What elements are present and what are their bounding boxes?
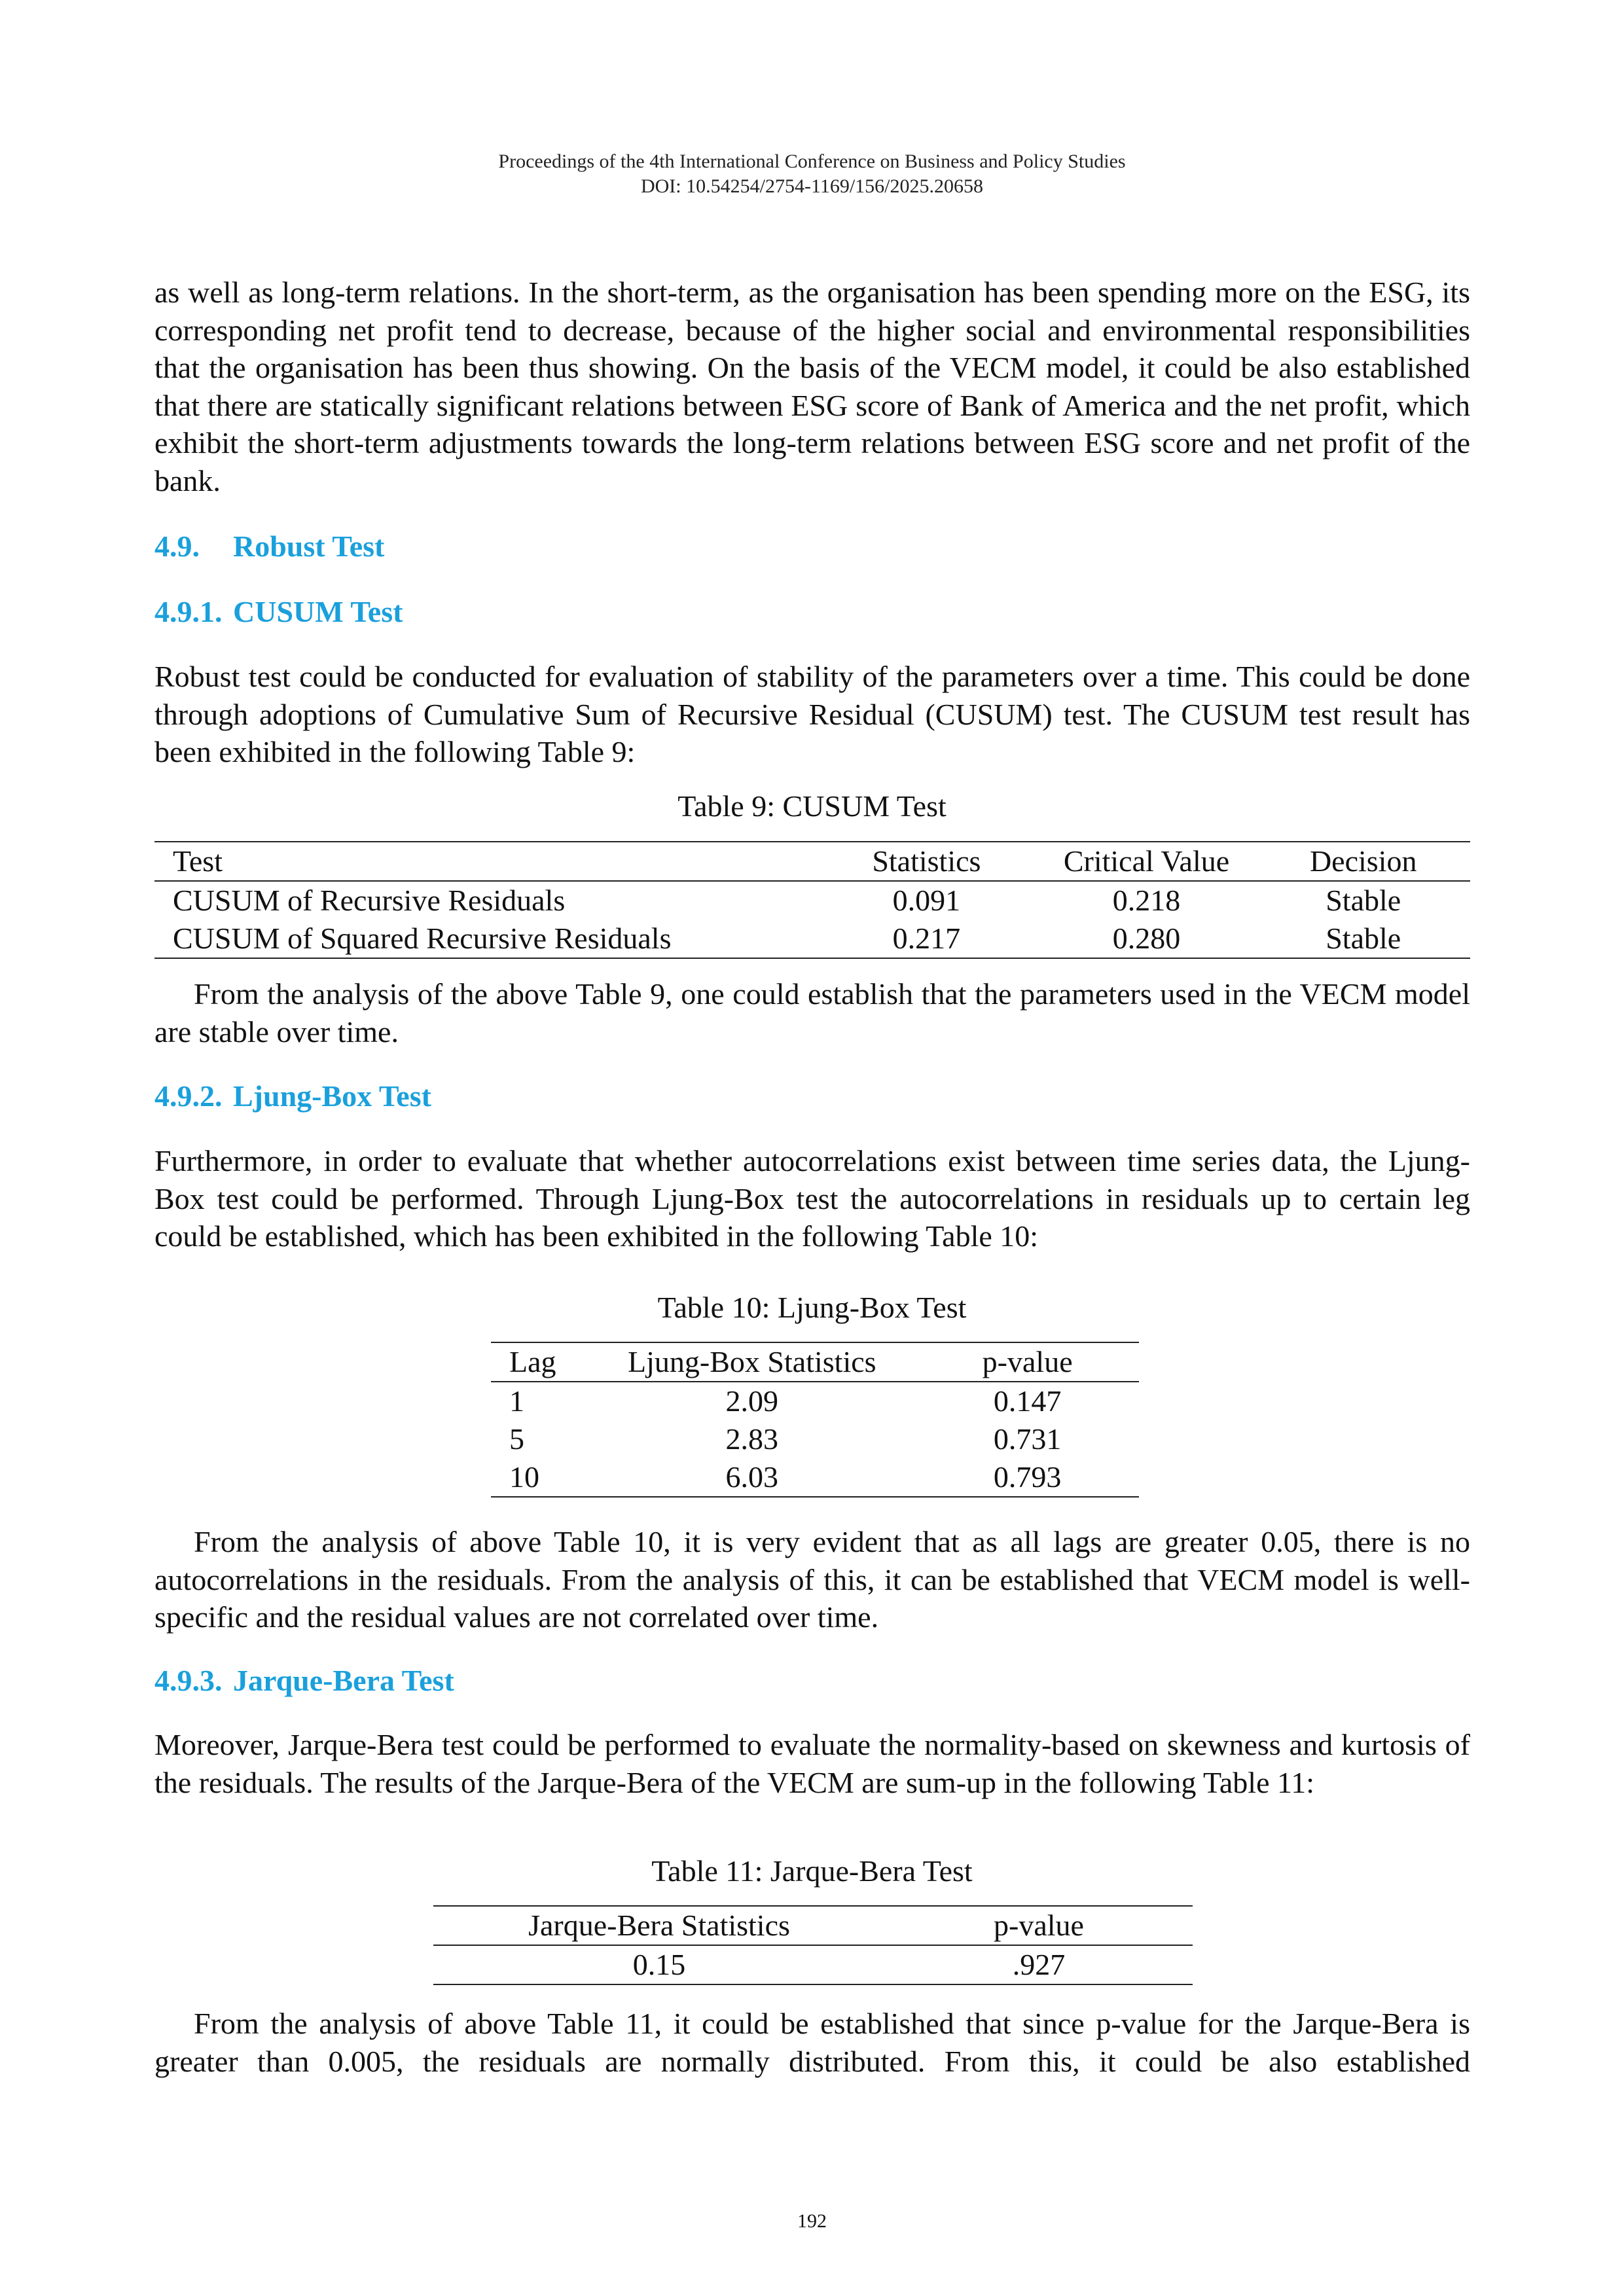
table-row [491,1458,1139,1497]
table9 [154,841,1470,959]
section-title: CUSUM Test [233,595,403,628]
doi: DOI: 10.54254/2754-1169/156/2025.20658 [640,175,984,197]
section-number: 4.9.3. [154,1664,223,1697]
table-row [154,881,1470,920]
after-table10-paragraph: From the analysis of above Table 10, it is very evident that as all lags are greater 0.05, there is no autocorrelations in the residuals. From the analysis of this, it can be established that VECM model is well-specific and the residual values are not correlated over time. [154,1525,1470,1634]
cusum-paragraph-block [154,658,1470,771]
after-table9-paragraph: From the analysis of the above Table 9, one could establish that the parameters used in the VECM model are stable over time. [154,977,1470,1049]
table10-caption: Table 10: Ljung-Box Test [657,1291,967,1324]
jb-paragraph: Moreover, Jarque-Bera test could be performed to evaluate the normality-based on skewness and kurtosis of the residuals. The results of the Jarque-Bera of the VECM are sum-up in the following Table 11: [154,1728,1470,1799]
section-number: 4.9. [154,529,200,563]
table-row [491,1382,1139,1420]
section-heading-4-9-3 [154,1662,454,1699]
ljung-paragraph-block [154,1142,1470,1255]
section-title: Robust Test [233,529,385,563]
table-cell: 6.03 [725,1460,779,1494]
table-header-cell: p-value [994,1909,1084,1942]
table-cell: 10 [509,1460,539,1494]
table-cell: CUSUM of Recursive Residuals [173,884,566,917]
section-heading-4-9-1 [154,593,403,630]
table-cell: CUSUM of Squared Recursive Residuals [173,922,672,955]
table-header-row [491,1342,1139,1382]
section-number: 4.9.1. [154,595,223,628]
table-cell: Stable [1326,884,1401,917]
table-cell: 0.280 [1112,922,1181,955]
table10 [491,1342,1139,1498]
conference-title: Proceedings of the 4th International Conference on Business and Policy Studies [498,151,1126,172]
table-cell: 0.147 [993,1384,1062,1418]
table-cell: 0.217 [892,922,961,955]
table-cell: 5 [509,1422,524,1456]
table-cell: 1 [509,1384,524,1418]
section-heading-4-9-2 [154,1077,431,1115]
table-cell: 0.218 [1112,884,1181,917]
table-cell: .927 [1012,1948,1066,1981]
table-row [154,920,1470,958]
table-cell: Stable [1326,922,1401,955]
table11-caption: Table 11: Jarque-Bera Test [651,1854,973,1888]
section-number: 4.9.2. [154,1079,223,1113]
after-table10-block [154,1523,1470,1636]
intro-paragraph-block [154,274,1470,499]
ljung-paragraph: Furthermore, in order to evaluate that whether autocorrelations exist between time series data, the Ljung-Box test could be performed. Through Ljung-Box test the autocorrelations in residuals up to certain leg could be established, which has been exhibited in the following Table 10: [154,1144,1470,1253]
cusum-paragraph: Robust test could be conducted for evaluation of stability of the parameters over a time. This could be done through adoptions of Cumulative Sum of Recursive Residual (CUSUM) test. The CUSUM test result has been exhibited in the following Table 9: [154,660,1470,768]
table-header-cell: p-value [982,1345,1073,1378]
jb-paragraph-block [154,1726,1470,1801]
section-title: Jarque-Bera Test [233,1664,454,1697]
table-header-cell: Jarque-Bera Statistics [528,1909,790,1942]
table-header-cell: Decision [1309,844,1417,878]
table-header-cell: Statistics [872,844,981,878]
after-table11-block [154,2005,1470,2080]
table-cell: 2.09 [725,1384,779,1418]
table-cell: 2.83 [725,1422,779,1456]
table-header-row [154,842,1470,881]
table-cell: 0.731 [993,1422,1062,1456]
table-row [433,1945,1193,1984]
intro-paragraph: as well as long-term relations. In the short-term, as the organisation has been spending more on the ESG, its corresponding net profit tend to decrease, because of the higher social and environmental responsibilities that the organisation has been thus showing. On the basis of the VECM model, it could be also established that there are statically significant relations between ESG score of Bank of America and the net profit, which exhibit the short-term adjustments towards the long-term relations between ESG score and net profit of the bank. [154,276,1470,497]
page-number: 192 [797,2210,827,2232]
table-header-cell: Ljung-Box Statistics [628,1345,876,1378]
table-header-cell: Test [173,844,223,878]
table-header-cell: Critical Value [1063,844,1230,878]
table11 [433,1905,1193,1985]
table-cell: 0.793 [993,1460,1062,1494]
running-head [0,149,1624,199]
table9-caption: Table 9: CUSUM Test [677,789,947,823]
table-header-row [433,1906,1193,1945]
table-row [491,1420,1139,1458]
table-cell: 0.15 [632,1948,686,1981]
section-heading-4-9 [154,528,384,565]
after-table9-block [154,975,1470,1050]
table-cell: 0.091 [892,884,961,917]
table-header-cell: Lag [509,1345,556,1378]
after-table11-paragraph: From the analysis of above Table 11, it could be established that since p-value for the Jarque-Bera is greater than 0.005, the residuals are normally distributed. From this, it could be also established [154,2007,1470,2078]
section-title: Ljung-Box Test [233,1079,431,1113]
